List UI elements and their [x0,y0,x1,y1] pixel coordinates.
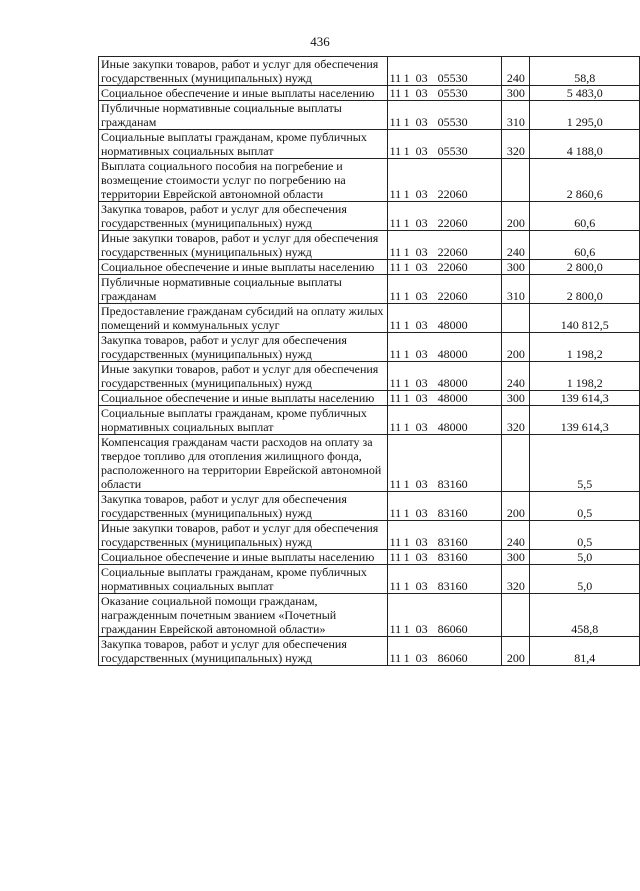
row-code [387,333,502,362]
row-name: Иные закупки товаров, работ и услуг для обеспечения государственных (муниципальных) нужд [99,57,388,86]
row-amount: 2 800,0 [530,260,640,275]
code-part: 1 [403,289,410,303]
row-amount: 4 188,0 [530,130,640,159]
table-row [99,637,640,666]
code-part: 1 [403,144,410,158]
code-part: 05530 [437,86,468,100]
row-name: Выплата социального пособия на погребение и возмещение стоимости услуг по погребению на территории Еврейской автономной области [99,159,388,202]
code-part: 48000 [437,420,468,434]
row-code [387,275,502,304]
code-part: 03 [415,420,428,434]
code-part: 1 [403,477,410,491]
row-name: Социальные выплаты гражданам, кроме публичных нормативных социальных выплат [99,565,388,594]
code-part: 11 [389,550,402,564]
code-part: 83160 [437,535,468,549]
row-code [387,159,502,202]
code-part: 03 [415,391,428,405]
code-part: 83160 [437,579,468,593]
table-row [99,521,640,550]
code-part: 11 [389,86,402,100]
table-row [99,362,640,391]
code-part: 03 [415,622,428,636]
code-part: 1 [403,550,410,564]
code-part: 03 [415,86,428,100]
row-code [387,130,502,159]
row-expense-type: 240 [502,57,530,86]
code-part: 05530 [437,71,468,85]
code-part: 1 [403,391,410,405]
code-part: 03 [415,477,428,491]
code-part: 48000 [437,347,468,361]
row-code [387,406,502,435]
code-part: 03 [415,144,428,158]
row-amount: 58,8 [530,57,640,86]
table-row [99,86,640,101]
code-part: 11 [389,376,402,390]
code-part: 11 [389,477,402,491]
row-amount: 0,5 [530,492,640,521]
code-part: 05530 [437,115,468,129]
row-amount: 2 800,0 [530,275,640,304]
row-name: Социальные выплаты гражданам, кроме публичных нормативных социальных выплат [99,130,388,159]
row-name: Закупка товаров, работ и услуг для обеспечения государственных (муниципальных) нужд [99,202,388,231]
row-amount: 5 483,0 [530,86,640,101]
row-name: Социальное обеспечение и иные выплаты населению [99,391,388,406]
code-part: 1 [403,651,410,665]
row-name: Иные закупки товаров, работ и услуг для обеспечения государственных (муниципальных) нужд [99,231,388,260]
code-part: 11 [389,391,402,405]
code-part: 11 [389,216,402,230]
code-part: 03 [415,187,428,201]
code-part: 11 [389,245,402,259]
row-amount: 1 198,2 [530,362,640,391]
row-amount: 5,0 [530,565,640,594]
code-part: 1 [403,86,410,100]
row-expense-type: 320 [502,130,530,159]
code-part: 11 [389,579,402,593]
code-part: 1 [403,216,410,230]
row-name: Публичные нормативные социальные выплаты гражданам [99,101,388,130]
page-number: 436 [310,34,330,49]
code-part: 03 [415,376,428,390]
row-code [387,202,502,231]
table-row [99,275,640,304]
row-expense-type: 300 [502,550,530,565]
row-name: Закупка товаров, работ и услуг для обеспечения государственных (муниципальных) нужд [99,637,388,666]
table-row [99,304,640,333]
row-code [387,101,502,130]
row-expense-type: 200 [502,492,530,521]
code-part: 83160 [437,506,468,520]
code-part: 03 [415,506,428,520]
code-part: 22060 [437,187,468,201]
row-amount: 139 614,3 [530,391,640,406]
code-part: 11 [389,506,402,520]
table-row [99,391,640,406]
table-row [99,159,640,202]
code-part: 11 [389,115,402,129]
code-part: 03 [415,245,428,259]
row-name: Закупка товаров, работ и услуг для обеспечения государственных (муниципальных) нужд [99,492,388,521]
code-part: 86060 [437,651,468,665]
row-expense-type: 240 [502,231,530,260]
code-part: 11 [389,420,402,434]
code-part: 1 [403,535,410,549]
code-part: 83160 [437,477,468,491]
row-code [387,637,502,666]
row-code [387,362,502,391]
row-code [387,594,502,637]
code-part: 11 [389,535,402,549]
code-part: 1 [403,318,410,332]
code-part: 11 [389,144,402,158]
table-row [99,231,640,260]
code-part: 22060 [437,245,468,259]
row-expense-type: 200 [502,333,530,362]
code-part: 11 [389,622,402,636]
row-expense-type: 320 [502,565,530,594]
row-amount: 140 812,5 [530,304,640,333]
row-code [387,304,502,333]
code-part: 03 [415,289,428,303]
table-row [99,202,640,231]
row-expense-type: 240 [502,521,530,550]
row-amount: 2 860,6 [530,159,640,202]
row-expense-type [502,304,530,333]
table-row [99,333,640,362]
row-amount: 5,5 [530,435,640,492]
code-part: 05530 [437,144,468,158]
code-part: 22060 [437,216,468,230]
code-part: 48000 [437,391,468,405]
row-expense-type: 200 [502,637,530,666]
code-part: 48000 [437,318,468,332]
code-part: 11 [389,289,402,303]
code-part: 03 [415,550,428,564]
row-code [387,57,502,86]
code-part: 03 [415,318,428,332]
row-name: Иные закупки товаров, работ и услуг для обеспечения государственных (муниципальных) нужд [99,521,388,550]
row-code [387,565,502,594]
row-name: Социальное обеспечение и иные выплаты населению [99,550,388,565]
code-part: 86060 [437,622,468,636]
row-amount: 81,4 [530,637,640,666]
table-row [99,406,640,435]
row-code [387,391,502,406]
code-part: 11 [389,260,402,274]
row-name: Социальное обеспечение и иные выплаты населению [99,260,388,275]
table-row [99,101,640,130]
row-expense-type: 300 [502,391,530,406]
row-name: Иные закупки товаров, работ и услуг для обеспечения государственных (муниципальных) нужд [99,362,388,391]
code-part: 03 [415,216,428,230]
code-part: 48000 [437,376,468,390]
code-part: 03 [415,260,428,274]
row-amount: 60,6 [530,202,640,231]
code-part: 11 [389,71,402,85]
code-part: 03 [415,347,428,361]
row-amount: 139 614,3 [530,406,640,435]
row-amount: 1 295,0 [530,101,640,130]
code-part: 1 [403,376,410,390]
code-part: 1 [403,347,410,361]
table-row [99,435,640,492]
row-amount: 458,8 [530,594,640,637]
code-part: 22060 [437,289,468,303]
code-part: 83160 [437,550,468,564]
row-name: Публичные нормативные социальные выплаты гражданам [99,275,388,304]
table-row [99,565,640,594]
table-row [99,260,640,275]
code-part: 1 [403,245,410,259]
row-code [387,492,502,521]
table-row [99,594,640,637]
row-expense-type: 320 [502,406,530,435]
row-name: Закупка товаров, работ и услуг для обеспечения государственных (муниципальных) нужд [99,333,388,362]
code-part: 03 [415,71,428,85]
row-code [387,550,502,565]
row-amount: 1 198,2 [530,333,640,362]
row-expense-type: 200 [502,202,530,231]
row-expense-type: 300 [502,260,530,275]
code-part: 11 [389,651,402,665]
code-part: 22060 [437,260,468,274]
row-expense-type: 240 [502,362,530,391]
code-part: 1 [403,506,410,520]
row-code [387,435,502,492]
row-expense-type [502,159,530,202]
code-part: 11 [389,318,402,332]
code-part: 11 [389,347,402,361]
budget-table [98,56,640,666]
row-name: Социальное обеспечение и иные выплаты населению [99,86,388,101]
row-expense-type: 310 [502,275,530,304]
row-code [387,86,502,101]
code-part: 03 [415,535,428,549]
row-code [387,231,502,260]
code-part: 1 [403,187,410,201]
row-expense-type [502,594,530,637]
table-row [99,57,640,86]
table-row [99,130,640,159]
code-part: 1 [403,579,410,593]
row-name: Компенсация гражданам части расходов на оплату за твердое топливо для отопления жилищного фонда, расположенного на территории Еврейской автономной области [99,435,388,492]
code-part: 03 [415,579,428,593]
code-part: 03 [415,651,428,665]
table-row [99,550,640,565]
row-code [387,260,502,275]
row-expense-type: 300 [502,86,530,101]
code-part: 1 [403,420,410,434]
code-part: 1 [403,115,410,129]
row-expense-type [502,435,530,492]
code-part: 03 [415,115,428,129]
row-code [387,521,502,550]
row-name: Оказание социальной помощи гражданам, награжденным почетным званием «Почетный гражданин Еврейской автономной области» [99,594,388,637]
table-body [99,57,640,666]
row-amount: 0,5 [530,521,640,550]
table-row [99,492,640,521]
row-amount: 5,0 [530,550,640,565]
row-name: Предоставление гражданам субсидий на оплату жилых помещений и коммунальных услуг [99,304,388,333]
row-expense-type: 310 [502,101,530,130]
code-part: 1 [403,260,410,274]
code-part: 11 [389,187,402,201]
code-part: 1 [403,622,410,636]
row-name: Социальные выплаты гражданам, кроме публичных нормативных социальных выплат [99,406,388,435]
row-amount: 60,6 [530,231,640,260]
code-part: 1 [403,71,410,85]
